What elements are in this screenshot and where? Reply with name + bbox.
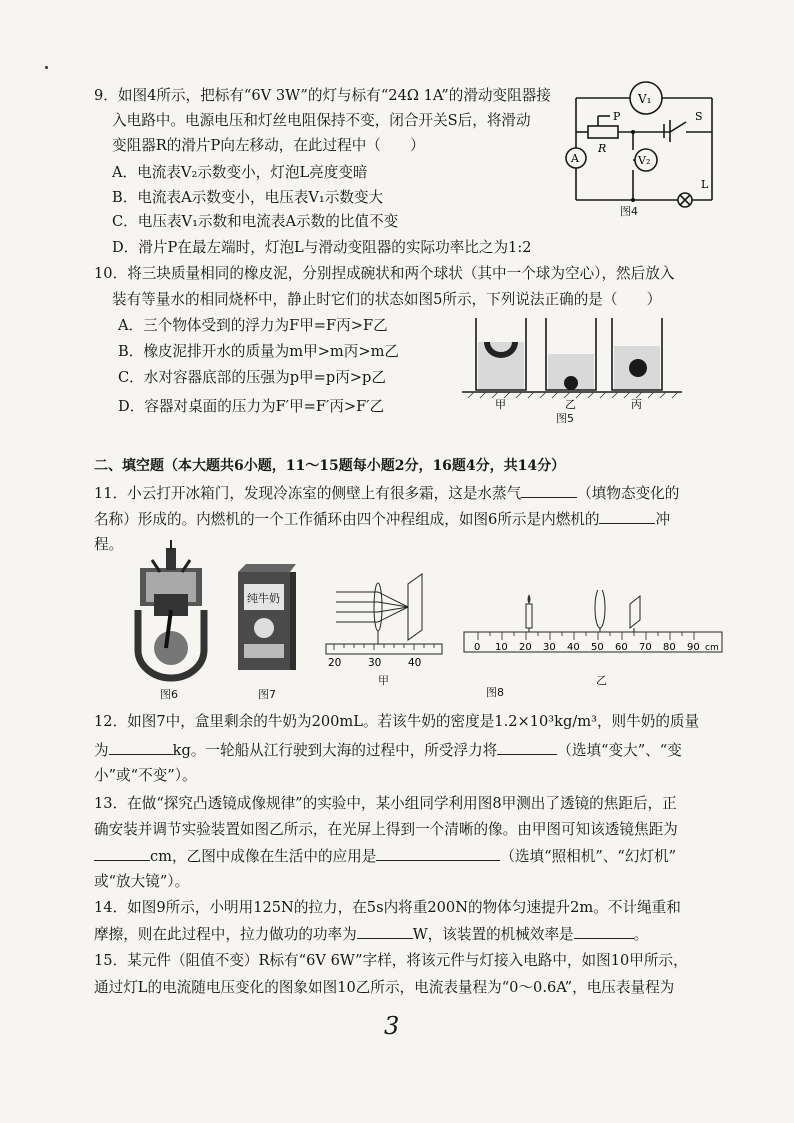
figure-7-caption: 图7 bbox=[258, 688, 276, 701]
figure-5-caption: 图5 bbox=[556, 412, 574, 425]
figure-8-caption: 图8 bbox=[486, 686, 504, 699]
fig4-s-label: S bbox=[695, 110, 703, 123]
ruler-b-tick-30: 30 bbox=[543, 642, 556, 653]
q13-blank-2[interactable] bbox=[376, 846, 500, 861]
fig4-r-label: R bbox=[598, 142, 607, 155]
scan-speck bbox=[45, 66, 48, 69]
figure-8a-focal-length bbox=[324, 570, 448, 670]
q10-option-d: D．容器对桌面的压力为F′甲=F′丙>F′乙 bbox=[118, 398, 385, 415]
q12-line-2 bbox=[94, 740, 682, 761]
q9-line-1: 9．如图4所示，把标有“6V 3W”的灯与标有“24Ω 1A”的滑动变阻器接 bbox=[94, 87, 551, 104]
carton-label: 纯牛奶 bbox=[247, 592, 280, 605]
q11-text-2b: 冲 bbox=[655, 511, 671, 528]
q13-line-1: 13．在做“探究凸透镜成像规律”的实验中，某小组同学利用图8甲测出了透镜的焦距后，正 bbox=[94, 795, 677, 812]
q10-option-a: A．三个物体受到的浮力为F甲=F丙>F乙 bbox=[118, 317, 388, 334]
ruler-b-tick-70: 70 bbox=[639, 642, 652, 653]
ruler-b-tick-0: 0 bbox=[474, 642, 481, 653]
ruler-b-tick-10: 10 bbox=[495, 642, 508, 653]
figure-4-circuit bbox=[558, 80, 728, 220]
q12-blank-2[interactable] bbox=[497, 740, 557, 755]
ruler-b-tick-90: 90 bbox=[687, 642, 700, 653]
ruler-a-tick-20: 20 bbox=[328, 657, 342, 669]
q11-line-1 bbox=[94, 483, 679, 504]
fig4-p-label: P bbox=[613, 110, 621, 123]
q9-line-2: 入电路中。电源电压和灯丝电阻保持不变，闭合开关S后，将滑动 bbox=[112, 112, 531, 129]
fig5-label-jia: 甲 bbox=[495, 398, 506, 411]
q9-option-c: C．电压表V₁示数和电流表A示数的比值不变 bbox=[112, 213, 399, 230]
q11-text-1a: 11．小云打开冰箱门，发现冷冻室的侧壁上有很多霜，这是水蒸气 bbox=[94, 485, 522, 502]
figure-4-caption: 图4 bbox=[620, 205, 638, 218]
ruler-b-tick-20: 20 bbox=[519, 642, 532, 653]
ruler-b-tick-60: 60 bbox=[615, 642, 628, 653]
q15-line-2: 通过灯L的电流随电压变化的图象如图10乙所示，电流表量程为“0～0.6A”，电压表量程为 bbox=[94, 979, 675, 996]
q13-line-4: 或“放大镜”）。 bbox=[94, 873, 190, 890]
q12-line-3: 小”或“不变”）。 bbox=[94, 767, 197, 784]
q10-line-2: 装有等量水的相同烧杯中，静止时它们的状态如图5所示，下列说法正确的是（ ） bbox=[112, 291, 662, 308]
q13-text-3a: cm，乙图中成像在生活中的应用是 bbox=[150, 848, 377, 865]
fig4-l-label: L bbox=[701, 178, 709, 191]
q9-option-d: D．滑片P在最左端时，灯泡L与滑动变阻器的实际功率比之为1:2 bbox=[112, 239, 532, 256]
q14-line-2 bbox=[94, 924, 648, 945]
q11-text-2a: 名称）形成的。内燃机的一个工作循环由四个冲程组成，如图6所示是内燃机的 bbox=[94, 511, 600, 528]
q11-text-1b: （填物态变化的 bbox=[577, 485, 680, 502]
q11-blank-1[interactable] bbox=[521, 483, 577, 498]
q14-text-2b: W，该装置的机械效率是 bbox=[412, 926, 574, 943]
fig4-v2-label: V₂ bbox=[638, 154, 651, 167]
ruler-b-tick-40: 40 bbox=[567, 642, 580, 653]
q9-option-a: A．电流表V₂示数变小，灯泡L亮度变暗 bbox=[112, 164, 368, 181]
figure-8a-label: 甲 bbox=[378, 674, 389, 687]
q12-blank-1[interactable] bbox=[109, 740, 173, 755]
q14-text-2c: 。 bbox=[633, 926, 649, 943]
q11-line-2 bbox=[94, 509, 670, 530]
figure-6-caption: 图6 bbox=[160, 688, 178, 701]
q14-text-2a: 摩擦，则在此过程中，拉力做功的功率为 bbox=[94, 926, 357, 943]
q13-text-3b: （选填“照相机”、“幻灯机” bbox=[500, 848, 677, 865]
figure-7-milk-carton bbox=[234, 562, 298, 674]
fig5-label-yi: 乙 bbox=[565, 398, 576, 411]
q9-option-b: B．电流表A示数变小，电压表V₁示数变大 bbox=[112, 189, 384, 206]
q12-text-2b: kg。一轮船从江行驶到大海的过程中，所受浮力将 bbox=[172, 742, 498, 759]
q12-text-2c: （选填“变大”、“变 bbox=[557, 742, 682, 759]
ruler-a-tick-40: 40 bbox=[408, 657, 422, 669]
ruler-a-tick-30: 30 bbox=[368, 657, 382, 669]
figure-6-engine bbox=[130, 540, 212, 682]
q9-line-3: 变阻器R的滑片P向左移动，在此过程中（ ） bbox=[112, 137, 425, 154]
q13-line-3 bbox=[94, 846, 676, 867]
fig4-a-label: A bbox=[571, 152, 579, 165]
ruler-b-tick-80: 80 bbox=[663, 642, 676, 653]
section-2-heading: 二、填空题（本大题共6小题，11～15题每小题2分，16题4分，共14分） bbox=[94, 458, 566, 474]
q10-option-c: C．水对容器底部的压强为p甲=p丙>p乙 bbox=[118, 369, 386, 386]
q12-text-2a: 为 bbox=[94, 742, 109, 759]
figure-5-beakers bbox=[462, 312, 692, 412]
figure-8b-label: 乙 bbox=[596, 674, 607, 687]
ruler-b-unit: cm bbox=[705, 643, 719, 653]
q11-blank-2[interactable] bbox=[599, 509, 655, 524]
q11-line-3: 程。 bbox=[94, 536, 124, 553]
fig5-label-bing: 丙 bbox=[631, 398, 642, 411]
q13-blank-1[interactable] bbox=[94, 846, 150, 861]
q13-line-2: 确安装并调节实验装置如图乙所示，在光屏上得到一个清晰的像。由甲图可知该透镜焦距为 bbox=[94, 821, 678, 838]
fig4-v1-label: V₁ bbox=[638, 92, 652, 106]
q14-blank-2[interactable] bbox=[574, 924, 634, 939]
q10-option-b: B．橡皮泥排开水的质量为m甲>m丙>m乙 bbox=[118, 343, 400, 360]
q15-line-1: 15．某元件（阻值不变）R标有“6V 6W”字样，将该元件与灯接入电路中，如图10甲所示， bbox=[94, 952, 688, 969]
page-number: 3 bbox=[384, 1012, 400, 1040]
q14-line-1: 14．如图9所示，小明用125N的拉力，在5s内将重200N的物体匀速提升2m。不计绳重和 bbox=[94, 899, 681, 916]
q10-line-1: 10．将三块质量相同的橡皮泥，分别捏成碗状和两个球状（其中一个球为空心），然后放入 bbox=[94, 265, 675, 282]
ruler-b-tick-50: 50 bbox=[591, 642, 604, 653]
q14-blank-1[interactable] bbox=[357, 924, 413, 939]
figure-8b-optical-bench bbox=[462, 590, 726, 670]
q12-line-1: 12．如图7中，盒里剩余的牛奶为200mL。若该牛奶的密度是1.2×10³kg/m³，则牛奶的质量 bbox=[94, 713, 700, 730]
